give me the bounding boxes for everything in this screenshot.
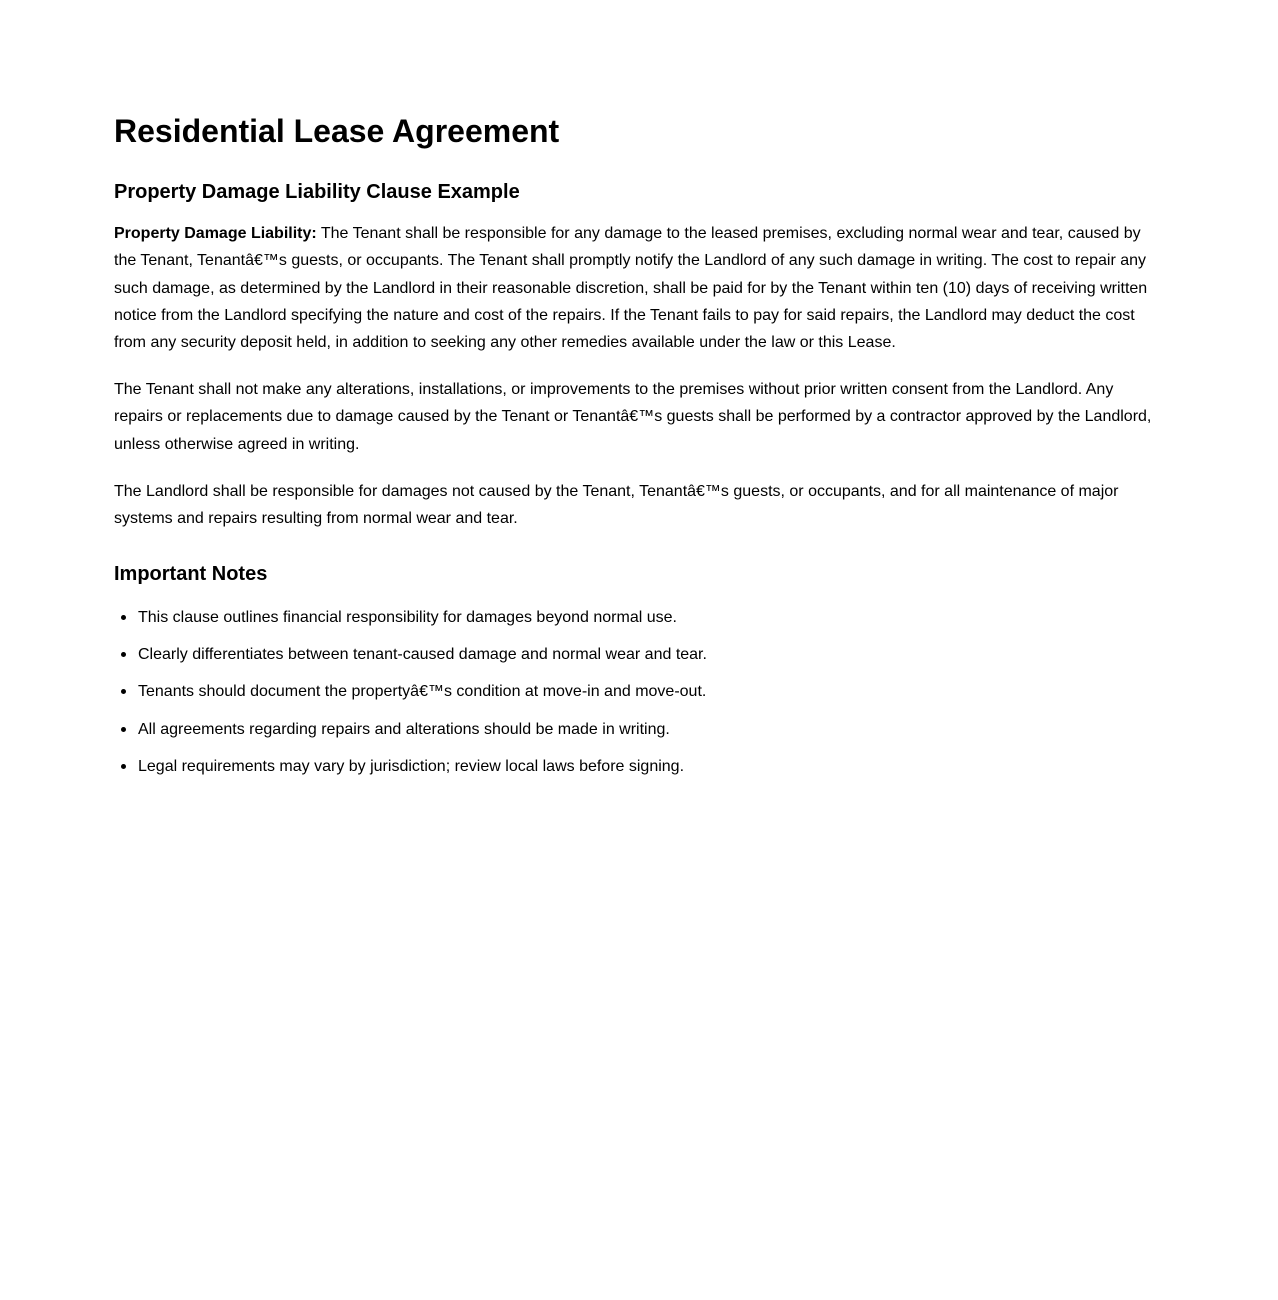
clause-paragraph-2: The Tenant shall not make any alterations, installations, or improvements to the premises without prior written consent from the Landlord. Any repairs or replacements due to damage caused by the Tenant or Tenantâ€™s guests shall be performed by a contractor approved by the Landlord, unless otherwise agreed in writing. [114,381,1152,453]
list-item [138,604,1038,631]
list-item [138,678,1038,705]
page-title: Residential Lease Agreement [114,113,560,149]
note-text: Tenants should document the propertyâ€™s condition at move-in and move-out. [138,683,707,701]
note-text: Clearly differentiates between tenant-caused damage and normal wear and tear. [138,646,707,664]
clause-label: Property Damage Liability: [114,225,317,242]
clause-paragraph-1 [114,220,1154,356]
list-item [138,753,1038,780]
bullet-icon [121,764,126,769]
bullet-icon [121,652,126,657]
list-item [138,641,1038,668]
clause-paragraph-1-text: The Tenant shall be responsible for any damage to the leased premises, excluding normal wear and tear, caused by the Tenant, Tenantâ€™s guests, or occupants. The Tenant shall promptly notify the Landlord of any such damage in writing. The cost to repair any such damage, as determined by the Landlord in their reasonable discretion, shall be paid for by the Tenant within ten (10) days of receiving written notice from the Landlord specifying the nature and cost of the repairs. If the Tenant fails to pay for said repairs, the Landlord may deduct the cost from any security deposit held, in addition to seeking any other remedies available under the law or this Lease. [114,225,1148,352]
bullet-icon [121,689,126,694]
clause-paragraph-3: The Landlord shall be responsible for damages not caused by the Tenant, Tenantâ€™s guests, or occupants, and for all maintenance of major systems and repairs resulting from normal wear and tear. [114,483,1119,528]
notes-heading: Important Notes [114,563,268,585]
note-text: This clause outlines financial responsibility for damages beyond normal use. [138,609,677,626]
note-text: All agreements regarding repairs and alterations should be made in writing. [138,720,670,738]
note-text: Legal requirements may vary by jurisdiction; review local laws before signing. [138,757,685,775]
bullet-icon [121,727,126,732]
bullet-icon [121,615,126,620]
notes-list [114,604,1038,790]
clause-heading: Property Damage Liability Clause Example [114,181,520,203]
list-item [138,716,1038,743]
